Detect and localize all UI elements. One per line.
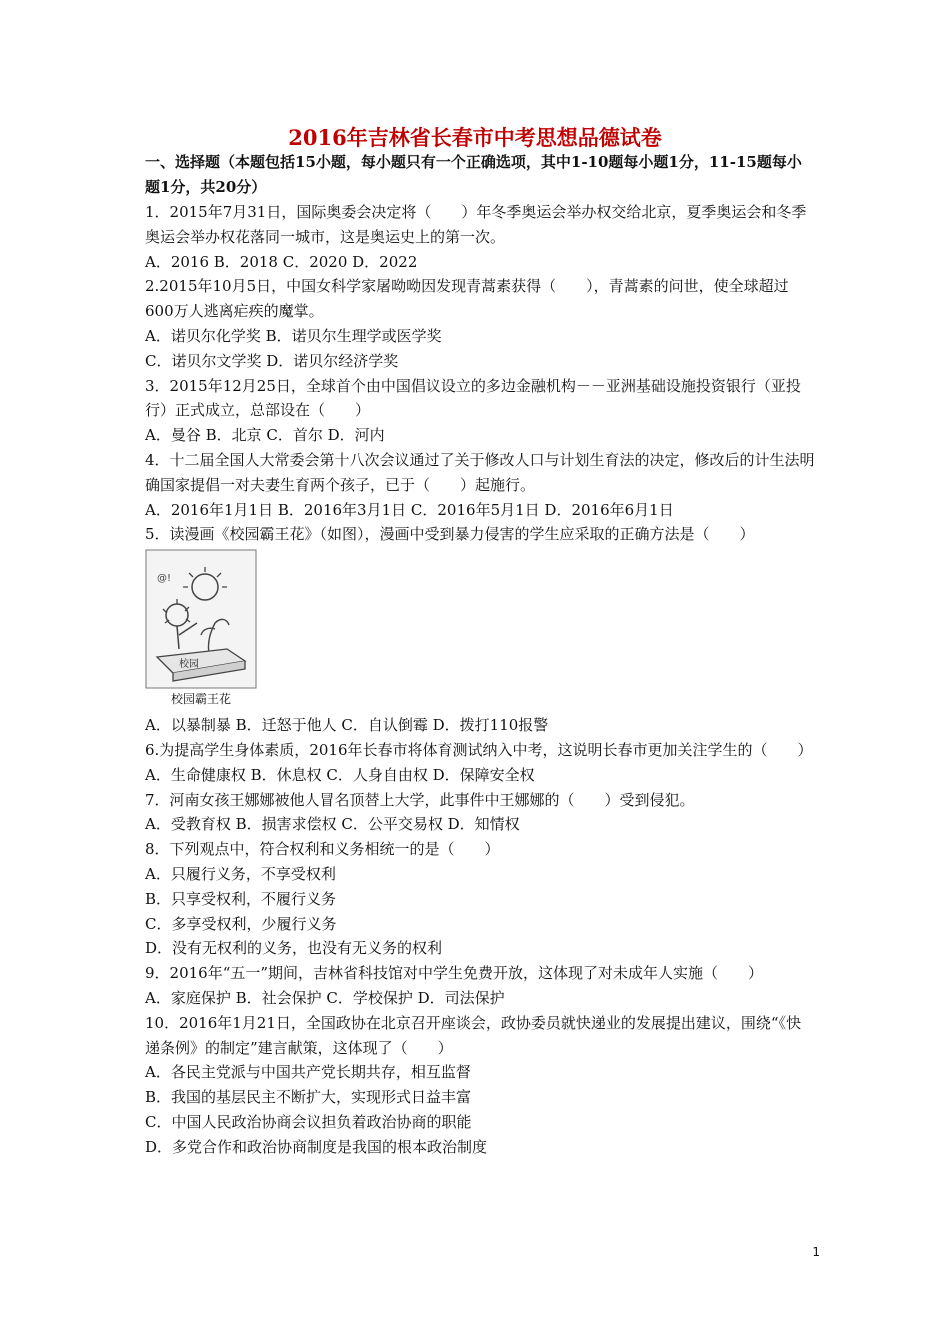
section-heading: 一、选择题（本题包括15小题，每小题只有一个正确选项，其中1-10题每小题1分，11-15题每小题1分，共20分） (145, 153, 802, 196)
question-stem: 2.2015年10月5日，中国女科学家屠呦呦因发现青蒿素获得（ ），青蒿素的问世，使全球超过600万人逃离疟疾的魔掌。 (145, 277, 789, 321)
question-option: A．2016 B．2018 C．2020 D．2022 (145, 252, 418, 271)
question-option: C．诺贝尔文学奖 D．诺贝尔经济学奖 (145, 351, 399, 370)
question-stem: 4．十二届全国人大常委会第十八次会议通过了关于修改人口与计划生育法的决定，修改后的计生法明确国家提倡一对夫妻生育两个孩子，已于（ ）起施行。 (145, 450, 815, 494)
question-stem: 3．2015年12月25日，全球首个由中国倡议设立的多边金融机构－－亚洲基础设施投资银行（亚投行）正式成立，总部设在（ ） (145, 376, 801, 420)
question-option: A．以暴制暴 B．迁怒于他人 C．自认倒霉 D．拨打110报警 (145, 716, 549, 735)
question-option: D．没有无权利的义务，也没有无义务的权利 (145, 939, 443, 958)
question-option: A．家庭保护 B．社会保护 C．学校保护 D．司法保护 (145, 988, 505, 1007)
question-option: A．各民主党派与中国共产党长期共存，相互监督 (145, 1063, 471, 1082)
question-option: A．只履行义务，不享受权利 (145, 864, 336, 883)
question-stem: 1．2015年7月31日，国际奥委会决定将（ ）年冬季奥运会举办权交给北京，夏季奥运会和冬季奥运会举办权花落同一城市，这是奥运史上的第一次。 (145, 203, 807, 246)
question-option: A．诺贝尔化学奖 B．诺贝尔生理学或医学奖 (145, 326, 442, 345)
question-stem: 8．下列观点中，符合权利和义务相统一的是（ ） (145, 840, 500, 859)
question-list (145, 200, 815, 1160)
question-stem: 5．读漫画《校园霸王花》（如图），漫画中受到暴力侵害的学生应采取的正确方法是（ ） (145, 525, 755, 544)
question-option: A．曼谷 B．北京 C．首尔 D．河内 (145, 426, 385, 445)
question-option: A．2016年1月1日 B．2016年3月1日 C．2016年5月1日 D．2016年6月1日 (145, 500, 674, 519)
cartoon-illustration (145, 549, 257, 709)
question-option: D．多党合作和政治协商制度是我国的根本政治制度 (145, 1137, 488, 1156)
cartoon-figure (145, 549, 257, 709)
question-stem: 6.为提高学生身体素质，2016年长春市将体育测试纳入中考，这说明长春市更加关注学生的（ ） (145, 740, 813, 759)
book-label: 校园 (179, 659, 199, 671)
page-number: 1 (812, 1245, 820, 1259)
svg-text:@!: @! (157, 573, 172, 585)
question-stem: 7．河南女孩王娜娜被他人冒名顶替上大学，此事件中王娜娜的（ ）受到侵犯。 (145, 790, 695, 809)
page-title: 2016年吉林省长春市中考思想品德试卷 (288, 125, 662, 150)
question-option: C．中国人民政治协商会议担负着政治协商的职能 (145, 1112, 472, 1131)
question-option: B．只享受权利，不履行义务 (145, 889, 337, 908)
question-stem: 9．2016年“五一”期间，吉林省科技馆对中学生免费开放，这体现了对未成年人实施（ ） (145, 964, 764, 983)
question-option: B．我国的基层民主不断扩大，实现形式日益丰富 (145, 1088, 472, 1107)
question-stem: 10．2016年1月21日，全国政协在北京召开座谈会，政协委员就快递业的发展提出建议，围绕“《快递条例》的制定”建言献策，这体现了（ ） (145, 1013, 802, 1057)
question-option: A．生命健康权 B．休息权 C．人身自由权 D．保障安全权 (145, 765, 535, 784)
question-option: A．受教育权 B．损害求偿权 C．公平交易权 D．知情权 (145, 815, 520, 834)
figure-caption: 校园霸王花 (170, 692, 232, 707)
question-option: C．多享受权利，少履行义务 (145, 914, 337, 933)
